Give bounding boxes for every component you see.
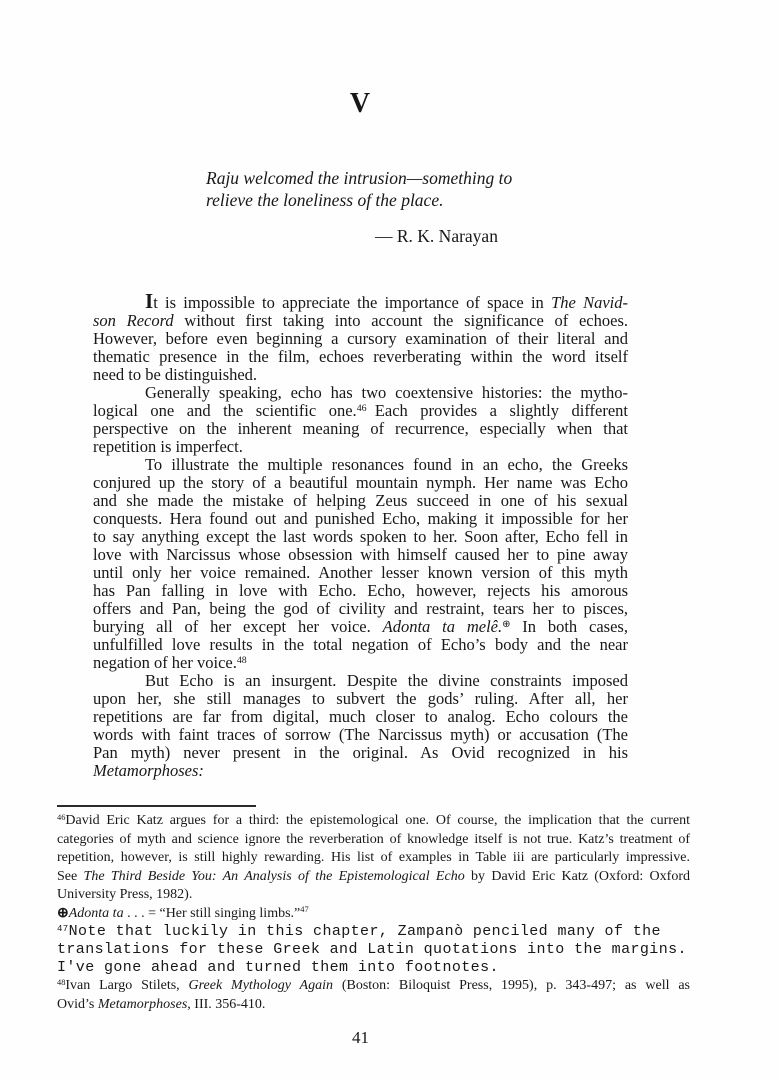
text-run: Pan myth) never present in the original. As Ovid recognized in his — [93, 743, 628, 762]
text-run: to say anything except the last words spoken to her. Soon after, Echo fell in — [93, 527, 628, 546]
footnote-separator — [57, 805, 256, 807]
paragraph — [93, 672, 628, 780]
text-run: upon her, she still manages to subvert the gods’ ruling. After all, her — [93, 689, 628, 708]
footnote-46 — [57, 812, 690, 905]
text-line — [93, 618, 628, 636]
page-number: 41 — [352, 1028, 369, 1047]
text-line — [93, 762, 628, 780]
text-run: Adonta ta — [68, 905, 124, 921]
text-run: (Boston: Biloquist Press, 1995), p. 343-497; as well as — [332, 978, 690, 993]
footnote-marker: ⊕ — [502, 619, 511, 631]
text-run: by David Eric Katz (Oxford: Oxford — [464, 868, 690, 884]
text-line — [57, 868, 690, 887]
footnote-marker: 46 — [57, 812, 66, 822]
text-run: I — [145, 289, 154, 313]
text-run: The Navid- — [551, 293, 628, 312]
text-run: Ovid’s — [57, 996, 98, 1012]
text-run: The Third Beside You: An Analysis of the Epistemological Echo — [83, 868, 465, 884]
text-line — [93, 546, 628, 564]
epigraph-line: Raju welcomed the intrusion—something to — [206, 168, 513, 188]
text-line — [93, 492, 628, 510]
text-run: ⊕ — [57, 905, 69, 921]
text-line — [93, 289, 628, 313]
text-run: repetitions are far from digital, much closer to analog. Echo colours the — [93, 707, 628, 726]
text-line — [93, 726, 628, 744]
text-line — [93, 564, 628, 582]
text-run: offers and Pan, being the god of civility and restraint, tears her to pisces, — [93, 599, 628, 618]
text-line — [93, 420, 628, 438]
text-run: unfulfilled love results in the total negation of Echo’s body and the near — [93, 635, 628, 654]
text-line — [93, 330, 628, 348]
text-run: In both cases, — [510, 617, 628, 636]
text-line — [93, 600, 628, 618]
text-line — [93, 654, 628, 672]
text-run: David Eric Katz argues for a third: the epistemological one. Of course, the implication that the current — [65, 813, 690, 828]
text-line — [57, 959, 690, 977]
text-line — [93, 348, 628, 366]
text-run: words with faint traces of sorrow (The Narcissus myth) or accusation (The — [93, 725, 628, 744]
text-run: need to be distinguished. — [93, 365, 258, 384]
text-line — [93, 528, 628, 546]
text-line — [57, 977, 690, 996]
text-line — [93, 690, 628, 708]
text-line — [57, 996, 690, 1015]
text-line — [93, 384, 628, 402]
text-run: Generally speaking, echo has two coextensive histories: the mytho- — [145, 383, 628, 402]
text-run: Metamorphoses: — [93, 761, 204, 780]
text-run: repetition is imperfect. — [93, 437, 243, 456]
text-run: repetition, however, is still highly rewarding. His list of examples in Table iii are particularly impressive. — [57, 850, 690, 865]
text-run: and she made the mistake of helping Zeus succeed in one of his sexual — [93, 491, 628, 510]
text-line — [57, 849, 690, 868]
text-run: Ivan Largo Stilets, — [65, 978, 189, 993]
text-line — [93, 582, 628, 600]
text-line — [57, 941, 690, 959]
text-line — [93, 474, 628, 492]
chapter-heading: V — [349, 88, 372, 119]
text-run: I've gone ahead and turned them into footnotes. — [57, 959, 499, 976]
epigraph-line: relieve the loneliness of the place. — [206, 190, 444, 210]
body-text — [93, 289, 628, 780]
text-line — [93, 510, 628, 528]
text-line — [57, 812, 690, 831]
text-run: son Record — [93, 311, 174, 330]
footnote-marker: 47 — [57, 923, 69, 934]
text-run: However, before even beginning a cursory examination of their literal and — [93, 329, 628, 348]
text-run: translations for these Greek and Latin quotations into the margins. — [57, 941, 687, 958]
text-run: Greek Mythology Again — [188, 978, 333, 993]
text-run: conjured up the story of a beautiful mountain nymph. Her name was Echo — [93, 473, 628, 492]
paragraph — [93, 289, 628, 384]
text-run: But Echo is an insurgent. Despite the divine constraints imposed — [145, 671, 628, 690]
footnote-marker: 48 — [57, 977, 66, 987]
text-line — [57, 886, 690, 905]
text-line — [93, 366, 628, 384]
paragraph — [93, 384, 628, 456]
text-run: Each provides a slightly different — [366, 401, 628, 420]
text-line — [93, 438, 628, 456]
text-run: Metamorphoses — [97, 996, 188, 1012]
text-run: burying all of her except her voice. — [93, 617, 383, 636]
footnotes-section — [57, 812, 690, 1014]
text-run: t is impossible to appreciate the importance of space in — [153, 293, 552, 312]
text-run: negation of her voice. — [93, 653, 237, 672]
footnote-marker: 47 — [300, 905, 309, 915]
text-line — [93, 636, 628, 654]
paragraph — [93, 456, 628, 672]
footnote-47 — [57, 923, 690, 977]
text-line — [93, 402, 628, 420]
epigraph — [206, 167, 536, 211]
text-run: Adonta ta melê. — [382, 617, 503, 636]
text-run: conquests. Hera found out and punished Echo, making it impossible for her — [93, 509, 628, 528]
text-line — [57, 923, 690, 941]
footnote-marker: 48 — [236, 655, 247, 667]
footnote-cross — [57, 905, 690, 924]
text-run: love with Narcissus whose obsession with himself caused her to pine away — [93, 545, 628, 564]
text-run: until only her voice remained. Another lesser known version of this myth — [93, 563, 628, 582]
text-line — [93, 744, 628, 762]
epigraph-attribution: — R. K. Narayan — [375, 226, 498, 246]
text-run: . . . = “Her still singing limbs.” — [123, 905, 301, 921]
text-run: has Pan falling in love with Echo. Echo, however, rejects his amorous — [93, 581, 628, 600]
text-run: Note that luckily in this chapter, Zampanò penciled many of the — [68, 923, 661, 940]
footnote-marker: 46 — [356, 403, 367, 415]
text-line — [57, 831, 690, 850]
footnote-48 — [57, 977, 690, 1014]
text-run: , III. 356-410. — [187, 996, 266, 1012]
text-run: categories of myth and science ignore the reverberation of knowledge itself is not true. Katz’s treatment of — [57, 831, 690, 847]
text-line — [93, 672, 628, 690]
text-run: thematic presence in the film, echoes reverberating within the word itself — [93, 347, 628, 366]
text-run: To illustrate the multiple resonances found in an echo, the Greeks — [145, 455, 628, 474]
text-run: without first taking into account the significance of echoes. — [173, 311, 628, 330]
text-run: University Press, 1982). — [57, 887, 193, 902]
text-line — [93, 708, 628, 726]
text-line — [93, 312, 628, 330]
text-run: perspective on the inherent meaning of recurrence, especially when that — [93, 419, 628, 438]
text-line — [93, 456, 628, 474]
text-run: See — [57, 868, 84, 884]
text-line — [57, 905, 690, 924]
text-run: logical one and the scientific one. — [93, 401, 357, 420]
